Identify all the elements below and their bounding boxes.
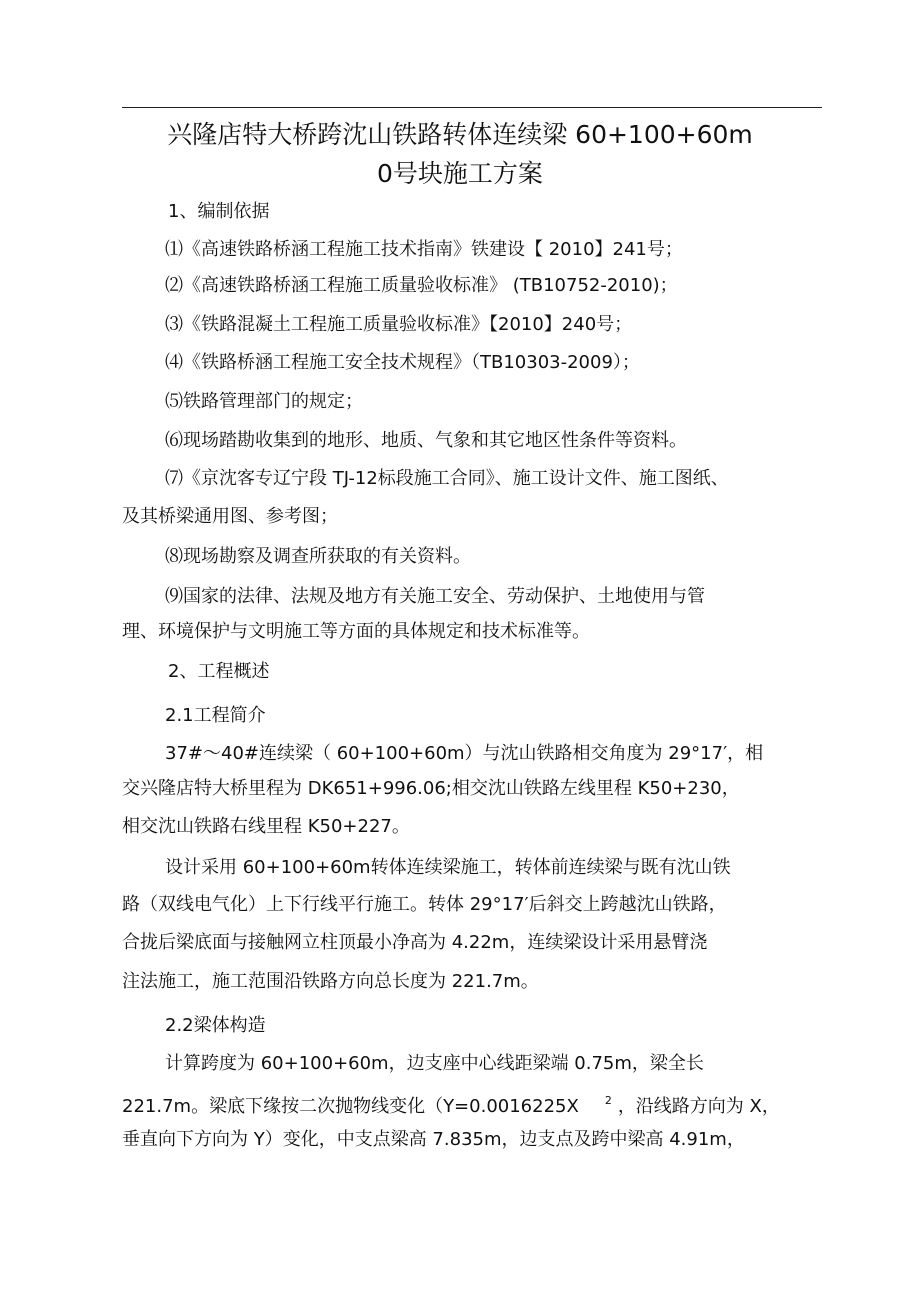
s22-p1-line2-tail: ，沿线路方向为 X， — [617, 1096, 780, 1117]
section-2-heading: 2、工程概述 — [168, 661, 270, 682]
s22-p1-line1: 计算跨度为 60+100+60m，边支座中心线距梁端 0.75m，梁全长 — [165, 1053, 704, 1074]
s21-p2-line4: 注法施工，施工范围沿铁路方向总长度为 221.7m。 — [122, 971, 539, 992]
s22-p1-line3: 垂直向下方向为 Y）变化，中支点梁高 7.835m，边支点及跨中梁高 4.91m， — [122, 1129, 745, 1150]
section-2-1-heading: 2.1工程简介 — [165, 705, 266, 726]
basis-item-1: ⑴《高速铁路桥涵工程施工技术指南》铁建设【 2010】241号； — [165, 239, 683, 260]
basis-item-2: ⑵《高速铁路桥涵工程施工质量验收标准》 (TB10752-2010)； — [165, 275, 678, 296]
basis-item-7-cont: 及其桥梁通用图、参考图； — [122, 506, 338, 527]
document-title-line2: 0号块施工方案 — [377, 159, 543, 188]
s21-p2-line2: 路（双线电气化）上下行线平行施工。转体 29°17′后斜交上跨越沈山铁路， — [122, 894, 727, 915]
basis-item-5: ⑸铁路管理部门的规定； — [165, 391, 363, 412]
section-2-2-heading: 2.2梁体构造 — [165, 1015, 266, 1036]
s21-p1-line2: 交兴隆店特大桥里程为 DK651+996.06;相交沈山铁路左线里程 K50+230， — [122, 778, 740, 799]
basis-item-8: ⑻现场勘察及调查所获取的有关资料。 — [165, 546, 471, 567]
s21-p1-line3: 相交沈山铁路右线里程 K50+227。 — [122, 816, 410, 837]
basis-item-6: ⑹现场踏勘收集到的地形、地质、气象和其它地区性条件等资料。 — [165, 430, 687, 451]
basis-item-3: ⑶《铁路混凝土工程施工质量验收标准》【2010】240号； — [165, 314, 633, 335]
basis-item-4: ⑷《铁路桥涵工程施工安全技术规程》（TB10303-2009）； — [165, 352, 640, 373]
s21-p2-line3: 合拢后梁底面与接触网立柱顶最小净高为 4.22m，连续梁设计采用悬臂浇 — [122, 932, 708, 953]
basis-item-9: ⑼国家的法律、法规及地方有关施工安全、劳动保护、土地使用与管 — [165, 586, 705, 607]
superscript-exponent: 2 — [604, 1094, 612, 1107]
s21-p1-line1: 37#～40#连续梁（ 60+100+60m）与沈山铁路相交角度为 29°17′，相 — [165, 743, 764, 764]
document-title-line1: 兴隆店特大桥跨沈山铁路转体连续梁 60+100+60m — [167, 120, 753, 149]
s22-p1-line2 — [122, 1089, 780, 1119]
basis-item-9-cont: 理、环境保护与文明施工等方面的具体规定和技术标准等。 — [122, 621, 590, 642]
basis-item-7: ⑺《京沈客专辽宁段 TJ-12标段施工合同》、施工设计文件、施工图纸、 — [165, 468, 729, 489]
header-rule — [122, 107, 822, 108]
s21-p2-line1: 设计采用 60+100+60m转体连续梁施工，转体前连续梁与既有沈山铁 — [165, 857, 731, 878]
section-1-heading: 1、编制依据 — [168, 201, 270, 222]
s22-p1-line2-text: 221.7m。梁底下缘按二次抛物线变化（Y=0.0016225X — [122, 1096, 579, 1117]
